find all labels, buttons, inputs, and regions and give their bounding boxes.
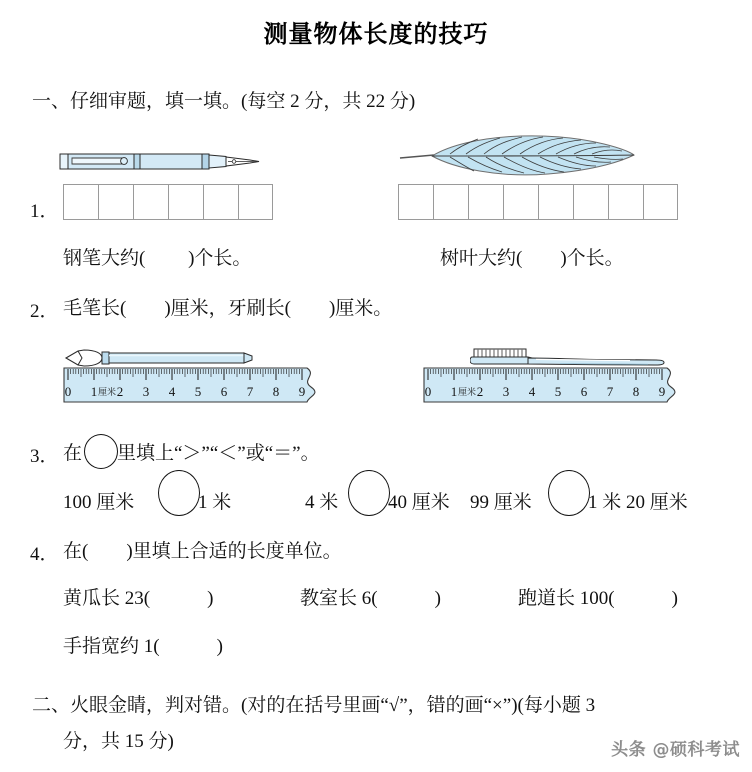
svg-text:3: 3 bbox=[142, 384, 150, 399]
measure-cell bbox=[203, 184, 238, 220]
pen-measure-grid bbox=[63, 184, 273, 220]
measure-cell bbox=[608, 184, 643, 220]
svg-text:1: 1 bbox=[450, 384, 458, 399]
section-2-heading-line1: 二、火眼金睛，判对错。(对的在括号里画“√”，错的画“×”)(每小题 3 bbox=[32, 695, 596, 716]
svg-text:厘米: 厘米 bbox=[457, 388, 477, 398]
question-2-prompt: 毛笔长( )厘米，牙刷长( )厘米。 bbox=[63, 298, 393, 319]
unit-item-1[interactable]: 黄瓜长 23( ) bbox=[63, 588, 214, 609]
comparison-1-left: 100 厘米 bbox=[63, 492, 135, 513]
measure-cell bbox=[468, 184, 503, 220]
question-3-prompt-circle bbox=[84, 434, 118, 469]
fountain-pen-illustration bbox=[58, 143, 264, 184]
svg-text:9: 9 bbox=[658, 384, 666, 399]
svg-text:3: 3 bbox=[502, 384, 510, 399]
question-3-prompt-after: 里填上“＞”“＜”或“＝”。 bbox=[117, 443, 320, 464]
svg-text:0: 0 bbox=[64, 384, 72, 399]
page-title: 测量物体长度的技巧 bbox=[263, 20, 489, 48]
comparison-2-circle[interactable] bbox=[348, 470, 390, 516]
pen-caption: 钢笔大约( )个长。 bbox=[63, 248, 252, 269]
svg-text:6: 6 bbox=[220, 384, 228, 399]
unit-item-4[interactable]: 手指宽约 1( ) bbox=[63, 636, 223, 657]
comparison-2-right: 40 厘米 bbox=[388, 492, 450, 513]
leaf-illustration bbox=[398, 130, 638, 183]
unit-item-3[interactable]: 跑道长 100( ) bbox=[518, 588, 678, 609]
measure-cell bbox=[538, 184, 573, 220]
unit-item-2[interactable]: 教室长 6( ) bbox=[300, 588, 441, 609]
svg-text:8: 8 bbox=[272, 384, 280, 399]
svg-text:5: 5 bbox=[194, 384, 202, 399]
svg-text:4: 4 bbox=[528, 384, 536, 399]
comparison-1-circle[interactable] bbox=[158, 470, 200, 516]
measure-cell bbox=[98, 184, 133, 220]
svg-text:6: 6 bbox=[580, 384, 588, 399]
section-1-heading: 一、仔细审题，填一填。(每空 2 分，共 22 分) bbox=[32, 91, 416, 112]
question-1-number: 1． bbox=[30, 201, 59, 222]
question-4-prompt: 在( )里填上合适的长度单位。 bbox=[63, 541, 342, 562]
measure-cell bbox=[643, 184, 678, 220]
leaf-caption: 树叶大约( )个长。 bbox=[440, 248, 624, 269]
ruler-left bbox=[58, 366, 326, 411]
svg-text:5: 5 bbox=[554, 384, 562, 399]
measure-cell bbox=[398, 184, 433, 220]
comparison-1-right: 1 米 bbox=[198, 492, 232, 513]
measure-cell bbox=[573, 184, 608, 220]
svg-text:4: 4 bbox=[168, 384, 176, 399]
question-4-number: 4． bbox=[30, 544, 59, 565]
measure-cell bbox=[133, 184, 168, 220]
svg-text:2: 2 bbox=[116, 384, 124, 399]
comparison-2-left: 4 米 bbox=[305, 492, 339, 513]
svg-text:8: 8 bbox=[632, 384, 640, 399]
watermark: 头条 @硕科考试 bbox=[611, 740, 740, 760]
leaf-measure-grid bbox=[398, 184, 678, 220]
ruler-right bbox=[418, 366, 686, 411]
question-3-prompt-before: 在 bbox=[63, 443, 83, 464]
svg-text:1: 1 bbox=[90, 384, 98, 399]
section-2-heading-line2: 分，共 15 分) bbox=[63, 731, 174, 752]
measure-cell bbox=[433, 184, 468, 220]
question-3-number: 3． bbox=[30, 446, 59, 467]
question-2-number: 2． bbox=[30, 301, 59, 322]
comparison-3-circle[interactable] bbox=[548, 470, 590, 516]
svg-text:7: 7 bbox=[606, 384, 614, 399]
measure-cell bbox=[238, 184, 273, 220]
svg-text:9: 9 bbox=[298, 384, 306, 399]
measure-cell bbox=[168, 184, 203, 220]
comparison-3-left: 99 厘米 bbox=[470, 492, 532, 513]
measure-cell bbox=[63, 184, 98, 220]
svg-text:2: 2 bbox=[476, 384, 484, 399]
comparison-3-right: 1 米 20 厘米 bbox=[588, 492, 688, 513]
svg-text:7: 7 bbox=[246, 384, 254, 399]
measure-cell bbox=[503, 184, 538, 220]
svg-text:厘米: 厘米 bbox=[97, 388, 117, 398]
svg-text:0: 0 bbox=[424, 384, 432, 399]
